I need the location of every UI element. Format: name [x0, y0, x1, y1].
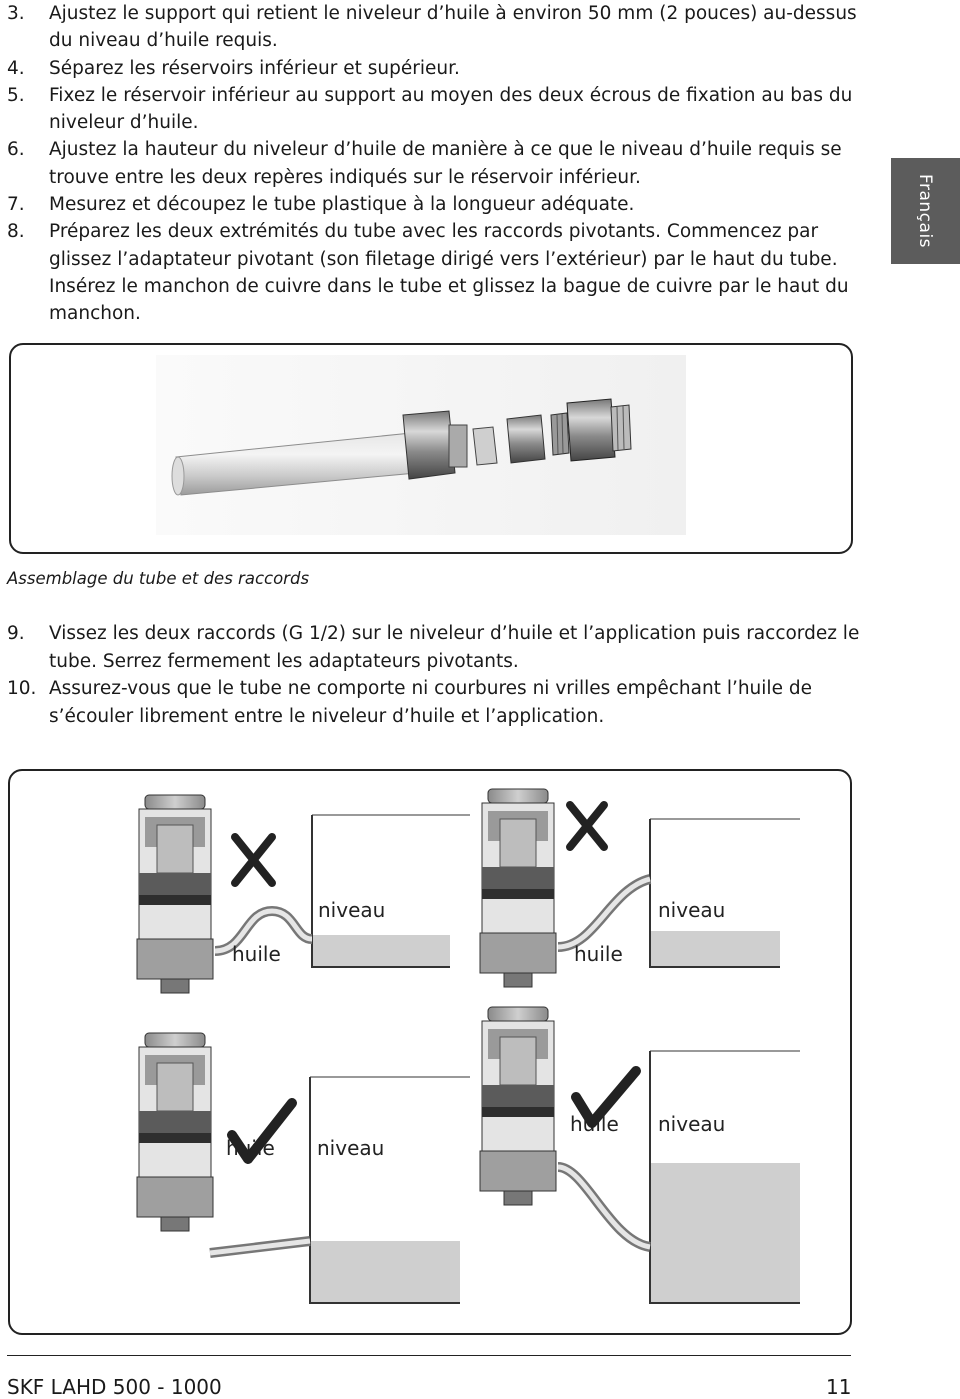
step-number: 10.	[7, 678, 37, 699]
step-text: Fixez le réservoir inférieur au support au moyen des deux écrous de fixation au bas du niveleur d’huile.	[49, 84, 853, 134]
step-4	[7, 55, 867, 82]
step-number: 9.	[7, 623, 25, 644]
step-text: Préparez les deux extrémités du tube avec les raccords pivotants. Commencez par glissez l’adaptateur pivotant (son filetage dirigé vers l’extérieur) par le haut du tube. Insérez le manchon de cuivre dans le tube et glissez la bague de cuivre par le haut du manchon.	[49, 221, 849, 325]
footer-divider	[7, 1355, 851, 1356]
step-5	[7, 82, 867, 137]
tube-fittings-illustration	[11, 345, 851, 552]
label-niveau: niveau	[318, 898, 386, 922]
panel-correct-2	[480, 1007, 800, 1303]
step-10	[7, 675, 867, 730]
label-huile: huile	[232, 942, 281, 966]
step-number: 6.	[7, 139, 25, 161]
panel-wrong-1	[137, 795, 470, 993]
step-number: 3.	[7, 3, 25, 24]
instruction-steps-2	[7, 620, 867, 730]
panel-correct-1	[137, 1033, 470, 1303]
installation-diagram	[8, 769, 852, 1335]
label-huile: huile	[226, 1136, 275, 1160]
footer-product: SKF LAHD 500 - 1000	[7, 1375, 222, 1399]
x-mark	[570, 805, 604, 847]
label-niveau: niveau	[658, 898, 726, 922]
page-number: 11	[826, 1375, 852, 1399]
step-7	[7, 191, 867, 218]
step-3	[7, 0, 867, 55]
step-text: Ajustez le support qui retient le niveleur d’huile à environ 50 mm (2 pouces) au-dessus du niveau d’huile requis.	[49, 3, 857, 52]
x-mark	[235, 837, 272, 883]
step-text: Séparez les réservoirs inférieur et supérieur.	[49, 57, 460, 79]
tube-fittings-photo	[9, 343, 853, 554]
language-tab-label: Français	[915, 173, 936, 249]
step-number: 7.	[7, 194, 25, 216]
step-text: Vissez les deux raccords (G 1/2) sur le niveleur d’huile et l’application puis raccordez le tube. Serrez fermement les adaptateurs pivotants.	[49, 623, 860, 672]
label-niveau: niveau	[658, 1112, 726, 1136]
step-8	[7, 218, 867, 327]
step-number: 4.	[7, 57, 25, 79]
installation-diagram-svg	[10, 771, 850, 1333]
step-text: Mesurez et découpez le tube plastique à la longueur adéquate.	[49, 194, 635, 216]
step-text: Assurez-vous que le tube ne comporte ni courbures ni vrilles empêchant l’huile de s’écouler librement entre le niveleur d’huile et l’application.	[49, 678, 812, 727]
photo-caption: Assemblage du tube et des raccords	[7, 569, 310, 588]
label-huile: huile	[574, 942, 623, 966]
step-9	[7, 620, 867, 675]
panel-wrong-2	[480, 789, 800, 987]
instruction-steps	[7, 0, 867, 328]
label-niveau: niveau	[317, 1136, 385, 1160]
label-huile: huile	[570, 1112, 619, 1136]
language-tab	[891, 158, 960, 264]
step-6	[7, 136, 867, 191]
step-number: 5.	[7, 84, 25, 106]
step-number: 8.	[7, 221, 25, 243]
step-text: Ajustez la hauteur du niveleur d’huile de manière à ce que le niveau d’huile requis se trouve entre les deux repères indiqués sur le réservoir inférieur.	[49, 139, 842, 188]
